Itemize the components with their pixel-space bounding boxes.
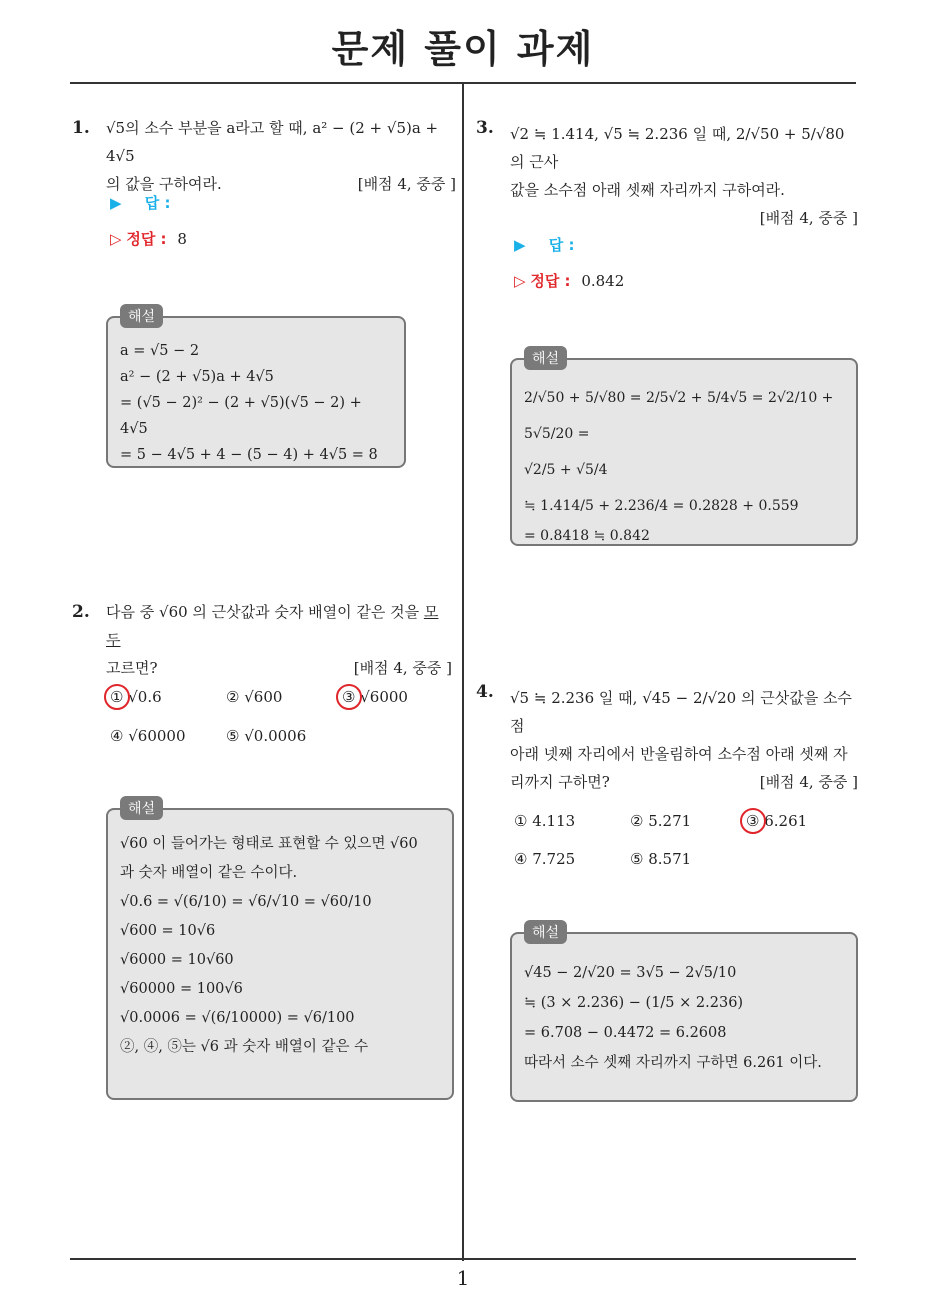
question-line-1: √2 ≒ 1.414, √5 ≒ 2.236 일 때, 2/√50 + 5/√80 의 근사 [510,125,845,171]
solution-line: = 6.708 − 0.4472 = 6.2608 [524,1025,727,1041]
correct-answer-label: 정답 : [126,230,167,248]
solution-line: √45 − 2/√20 = 3√5 − 2√5/10 [524,965,737,981]
solution-line: ≒ 1.414/5 + 2.236/4 = 0.2828 + 0.559 [524,498,799,514]
question-line-1: √5의 소수 부분을 a라고 할 때, a² − (2 + √5)a + 4√5 [106,119,439,165]
solution-box [510,351,858,546]
solution-box [106,309,406,468]
solution-line: = (√5 − 2)² − (2 + √5)(√5 − 2) + 4√5 [120,395,362,437]
question-number: 1. [72,118,90,138]
solution-line: √600 = 10√6 [120,923,216,939]
page-title: 문제 풀이 과제 [331,27,595,71]
question-text [510,684,858,796]
solution-tag: 해설 [524,346,567,370]
question-line-2: 의 값을 구하여라. [106,175,222,193]
solution-line: √6000 = 10√60 [120,952,234,968]
question-text [106,114,456,198]
solution-line: 2/√50 + 5/√80 = 2/5√2 + 5/4√5 = 2√2/10 + 5√5/20 = [524,390,834,442]
choice-2[interactable]: ② 5.271 [630,812,692,830]
question-line-2: 값을 소수점 아래 셋째 자리까지 구하여라. [510,181,785,199]
choice-2[interactable]: ② √600 [226,688,283,706]
solution-line: a² − (2 + √5)a + 4√5 [120,369,274,385]
solution-line: = 0.8418 ≒ 0.842 [524,528,650,544]
choice-4[interactable]: ④ √60000 [110,727,186,745]
question-text [510,120,858,232]
correct-answer-row [110,228,187,249]
correct-answer-arrow-icon: ▷ [110,230,122,248]
question-line-3: 리까지 구하면? [510,773,610,791]
score-label: [배점 4, 중중 ] [353,659,452,677]
question-line-2: 고르면? [106,659,158,677]
choice-5[interactable]: ⑤ 8.571 [630,850,692,868]
answer-arrow-icon: ▶ [514,236,526,254]
choice-3[interactable]: ③ 6.261 [746,812,807,830]
column-divider [462,83,464,1261]
choice-1[interactable]: ① 4.113 [514,812,576,830]
choice-1[interactable]: ① √0.6 [110,688,162,706]
choice-5[interactable]: ⑤ √0.0006 [226,727,307,745]
choice-3[interactable]: ③ √6000 [342,688,408,706]
solution-line: a = √5 − 2 [120,343,200,359]
emphasis-all: 모두 [106,603,439,649]
answer-label: 답 : [548,236,575,254]
solution-tag: 해설 [524,920,567,944]
solution-line: 따라서 소수 셋째 자리까지 구하면 6.261 이다. [524,1055,822,1071]
score-label: [배점 4, 중중 ] [759,773,858,791]
question-number: 4. [476,682,494,702]
solution-box [510,925,858,1102]
selected-circle-icon [104,684,130,710]
correct-answer-arrow-icon: ▷ [514,272,526,290]
question-line-1: 다음 중 √60 의 근삿값과 숫자 배열이 같은 것을 [106,603,424,621]
question-number: 3. [476,118,494,138]
score-label: [배점 4, 중중 ] [759,209,858,227]
score-label: [배점 4, 중중 ] [357,175,456,193]
solution-box [106,801,454,1100]
question-line-1: √5 ≒ 2.236 일 때, √45 − 2/√20 의 근삿값을 소수점 [510,689,852,735]
question-number: 2. [72,602,90,622]
correct-answer-value: 8 [177,230,187,248]
page-number: 1 [456,1266,470,1290]
solution-tag: 해설 [120,796,163,820]
solution-line: √0.6 = √(6/10) = √6/√10 = √60/10 [120,894,372,910]
solution-line: 과 숫자 배열이 같은 수이다. [120,865,298,881]
question-line-2: 아래 넷째 자리에서 반올림하여 소수점 아래 셋째 자 [510,745,848,763]
correct-answer-label: 정답 : [530,272,571,290]
answer-label: 답 : [144,194,171,212]
solution-line: = 5 − 4√5 + 4 − (5 − 4) + 4√5 = 8 [120,447,378,463]
solution-tag: 해설 [120,304,163,328]
solution-line: √2/5 + √5/4 [524,462,608,478]
answer-arrow-icon: ▶ [110,194,122,212]
selected-circle-icon [740,808,766,834]
solution-line: √0.0006 = √(6/10000) = √6/100 [120,1010,355,1026]
correct-answer-row [514,270,624,291]
selected-circle-icon [336,684,362,710]
footer-divider [70,1258,856,1260]
solution-line: √60000 = 100√6 [120,981,243,997]
question-text [106,598,452,682]
solution-line: ≒ (3 × 2.236) − (1/5 × 2.236) [524,995,744,1011]
answer-row [110,192,171,213]
solution-line: ②, ④, ⑤는 √6 과 숫자 배열이 같은 수 [120,1039,369,1055]
choice-4[interactable]: ④ 7.725 [514,850,576,868]
solution-line: √60 이 들어가는 형태로 표현할 수 있으면 √60 [120,836,418,852]
correct-answer-value: 0.842 [581,272,625,290]
answer-row [514,234,575,255]
